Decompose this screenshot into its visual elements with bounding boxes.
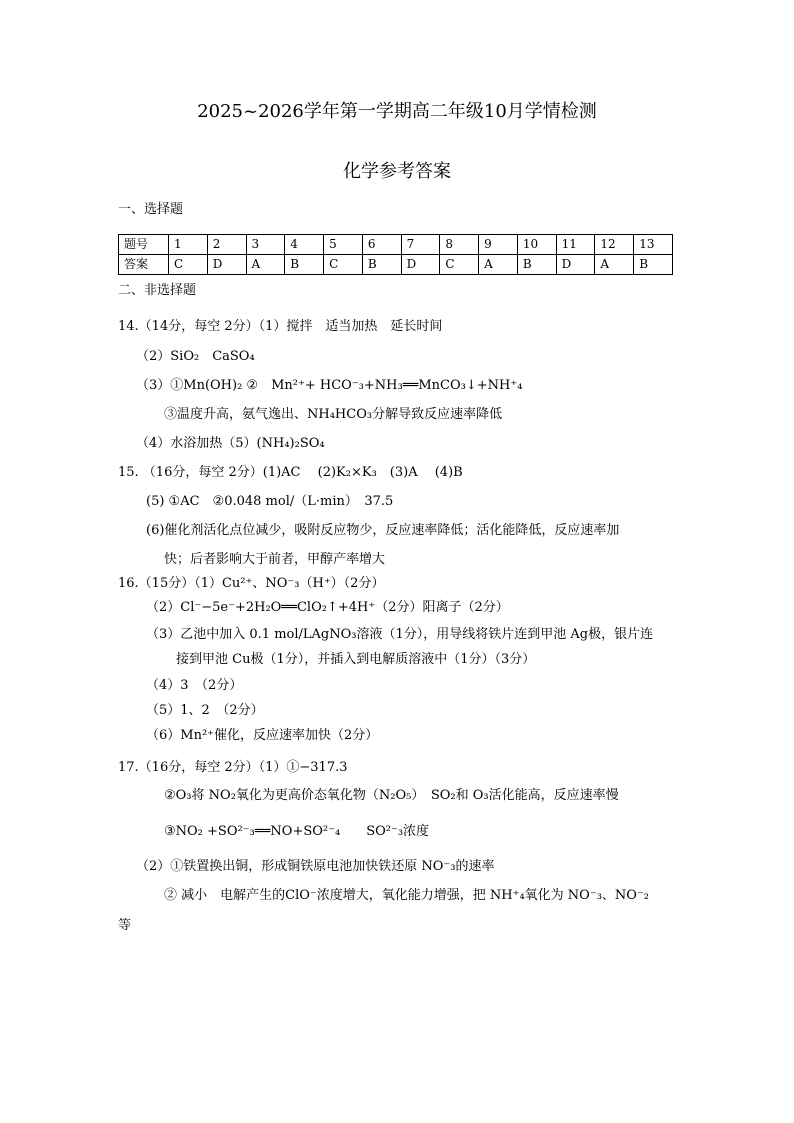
page-title: 2025~2026学年第一学期高二年级10月学情检测 <box>197 101 597 122</box>
answer-line: （3）①Mn(OH)₂ ② Mn²⁺+ HCO⁻₃+NH₃══MnCO₃↓+NH⁺₄ <box>136 378 523 393</box>
answer-line: 等 <box>118 918 132 933</box>
answer-line: （5）1、2 （2分） <box>146 703 264 718</box>
table-cell: 1 <box>169 235 208 255</box>
table-cell: 5 <box>324 235 363 255</box>
table-cell: C <box>169 255 208 275</box>
table-cell: 13 <box>634 235 673 255</box>
table-cell: 4 <box>285 235 324 255</box>
answer-line: (6)催化剂活化点位减少，吸附反应物少，反应速率降低；活化能降低，反应速率加 <box>146 523 620 538</box>
answer-line: （4）水浴加热（5）(NH₄)₂SO₄ <box>136 436 325 451</box>
answer-line: （4）3 （2分） <box>146 678 243 693</box>
answer-line: 15. （16分，每空 2分）(1)AC (2)K₂×K₃ (3)A (4)B <box>118 465 463 480</box>
table-cell: A <box>479 255 518 275</box>
table-cell: B <box>285 255 324 275</box>
table-cell: 6 <box>362 235 401 255</box>
table-cell: 7 <box>401 235 440 255</box>
answer-line: （2）Cl⁻−5e⁻+2H₂O══ClO₂↑+4H⁺（2分）阳离子（2分） <box>146 600 509 615</box>
table-row-answers <box>119 255 673 275</box>
section-heading-nonchoice: 二、非选择题 <box>118 283 197 298</box>
table-cell: 9 <box>479 235 518 255</box>
table-cell: A <box>595 255 634 275</box>
answer-line: 接到甲池 Cu极（1分），并插入到电解质溶液中（1分）（3分） <box>176 652 536 667</box>
table-cell: 10 <box>517 235 556 255</box>
table-cell: B <box>362 255 401 275</box>
answer-line: ③NO₂ +SO²⁻₃══NO+SO²⁻₄ SO²⁻₃浓度 <box>164 824 430 839</box>
answer-line: ② 减小 电解产生的ClO⁻浓度增大，氧化能力增强，把 NH⁺₄氧化为 NO⁻₃、NO⁻₂ <box>164 888 650 903</box>
table-cell: D <box>401 255 440 275</box>
answer-line: （3）乙池中加入 0.1 mol/LAgNO₃溶液（1分），用导线将铁片连到甲池 Ag极，银片连 <box>146 627 654 642</box>
table-cell: C <box>440 255 479 275</box>
table-cell: 3 <box>246 235 285 255</box>
answer-line: 16.（15分）（1）Cu²⁺、NO⁻₃（H⁺）（2分） <box>118 576 385 591</box>
answer-line: ③温度升高，氨气逸出、NH₄HCO₃分解导致反应速率降低 <box>164 407 503 422</box>
table-row-numbers <box>119 235 673 255</box>
answer-line: 17.（16分，每空 2分）（1）①−317.3 <box>118 760 348 775</box>
section-heading-choice: 一、选择题 <box>118 202 184 217</box>
answer-line: （6）Mn²⁺催化，反应速率加快（2分） <box>146 728 379 743</box>
page-subtitle: 化学参考答案 <box>343 161 451 182</box>
answer-line: 快；后者影响大于前者，甲醇产率增大 <box>164 552 386 567</box>
table-header-cell: 答案 <box>119 255 169 275</box>
answer-line: 14.（14分，每空 2分）（1）搅拌 适当加热 延长时间 <box>118 319 443 334</box>
table-cell: C <box>324 255 363 275</box>
table-cell: D <box>207 255 246 275</box>
table-header-cell: 题号 <box>119 235 169 255</box>
answer-table <box>118 234 673 275</box>
table-cell: B <box>517 255 556 275</box>
answer-line: （2）SiO₂ CaSO₄ <box>136 349 255 364</box>
table-cell: D <box>556 255 595 275</box>
table-cell: B <box>634 255 673 275</box>
table-cell: 11 <box>556 235 595 255</box>
table-cell: A <box>246 255 285 275</box>
answer-line: (5) ①AC ②0.048 mol/（L·min） 37.5 <box>146 494 394 509</box>
table-cell: 12 <box>595 235 634 255</box>
table-cell: 8 <box>440 235 479 255</box>
answer-line: （2）①铁置换出铜，形成铜铁原电池加快铁还原 NO⁻₃的速率 <box>136 859 495 874</box>
table-cell: 2 <box>207 235 246 255</box>
answer-line: ②O₃将 NO₂氧化为更高价态氧化物（N₂O₅） SO₂和 O₃活化能高，反应速率慢 <box>164 788 619 803</box>
